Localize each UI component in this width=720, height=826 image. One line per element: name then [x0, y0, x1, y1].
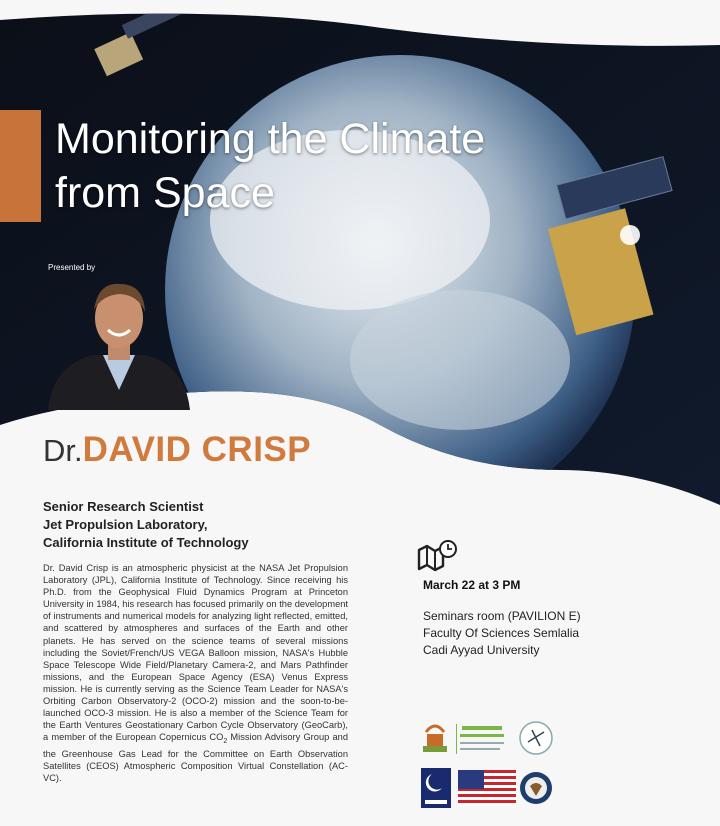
bio-text-end: Mission Advisory Group and the Greenhouse Gas Lead for the Committee on Earth Observation Satellites (CEOS) Atmospheric Composition Virtual Constellation (AC-VC). — [43, 732, 348, 784]
title-line-1: Monitoring the Climate — [55, 115, 486, 163]
fss-marrakech-logo — [423, 724, 504, 754]
speaker-prefix: Dr. — [43, 433, 83, 468]
speaker-photo — [48, 270, 190, 410]
event-date: March 22 at 3 PM — [423, 578, 521, 592]
venue-line: Faculty Of Sciences Semlalia — [423, 626, 580, 640]
lphea-logo — [421, 768, 451, 808]
map-clock-icon — [416, 538, 460, 572]
speaker-role — [43, 498, 249, 552]
accent-bar — [0, 110, 41, 222]
title-line-2: from Space — [55, 169, 275, 217]
role-line: California Institute of Technology — [43, 535, 249, 550]
role-line: Jet Propulsion Laboratory, — [43, 517, 208, 532]
bio-text: Dr. David Crisp is an atmospheric physicist at the NASA Jet Propulsion Laboratory (JPL), California Institute of Technology. Since receiving his Ph.D. from the Geophysical Fluid Dynamics Program at Princeton University in 1984, his research has focused primarily on the development of instruments and numerical models for analyzing light reflected, emitted, and scattered by atmospheres and surfaces of the Earth and other planets. He has served on the science teams of several missions including the Soviet/French/US VEGA Balloon mission, NASA's Hubble Space Telescope Wide Field/Planetary Camera-2, and Mars Pathfinder missions, and the European Space Agency (ESA) Venus Express mission. He is currently serving as the Science Team Leader for NASA's Orbiting Carbon Observatory-2 (OCO-2) mission and the soon-to-be-launched OCO-3 mission. He is also a member of the Science Team for the Earth Ventures Geostationary Carbon Cycle Observatory (GeoCarb), a member of the European Copernicus CO — [43, 563, 348, 743]
role-line: Senior Research Scientist — [43, 499, 204, 514]
bio-subscript: 2 — [223, 738, 228, 746]
cadi-ayyad-seal-logo — [520, 722, 552, 754]
speaker-name — [43, 430, 311, 470]
sponsor-logos — [418, 718, 558, 810]
speaker-bio — [43, 562, 348, 785]
speaker-name-text: DAVID CRISP — [82, 430, 312, 469]
us-flag-logo — [458, 770, 516, 806]
venue-line: Cadi Ayyad University — [423, 643, 540, 657]
poster-title — [55, 112, 485, 220]
venue-line: Seminars room (PAVILION E) — [423, 609, 581, 623]
us-state-department-seal-logo — [520, 772, 552, 804]
presented-by-label: Presented by — [48, 263, 96, 272]
event-venue — [423, 608, 581, 659]
